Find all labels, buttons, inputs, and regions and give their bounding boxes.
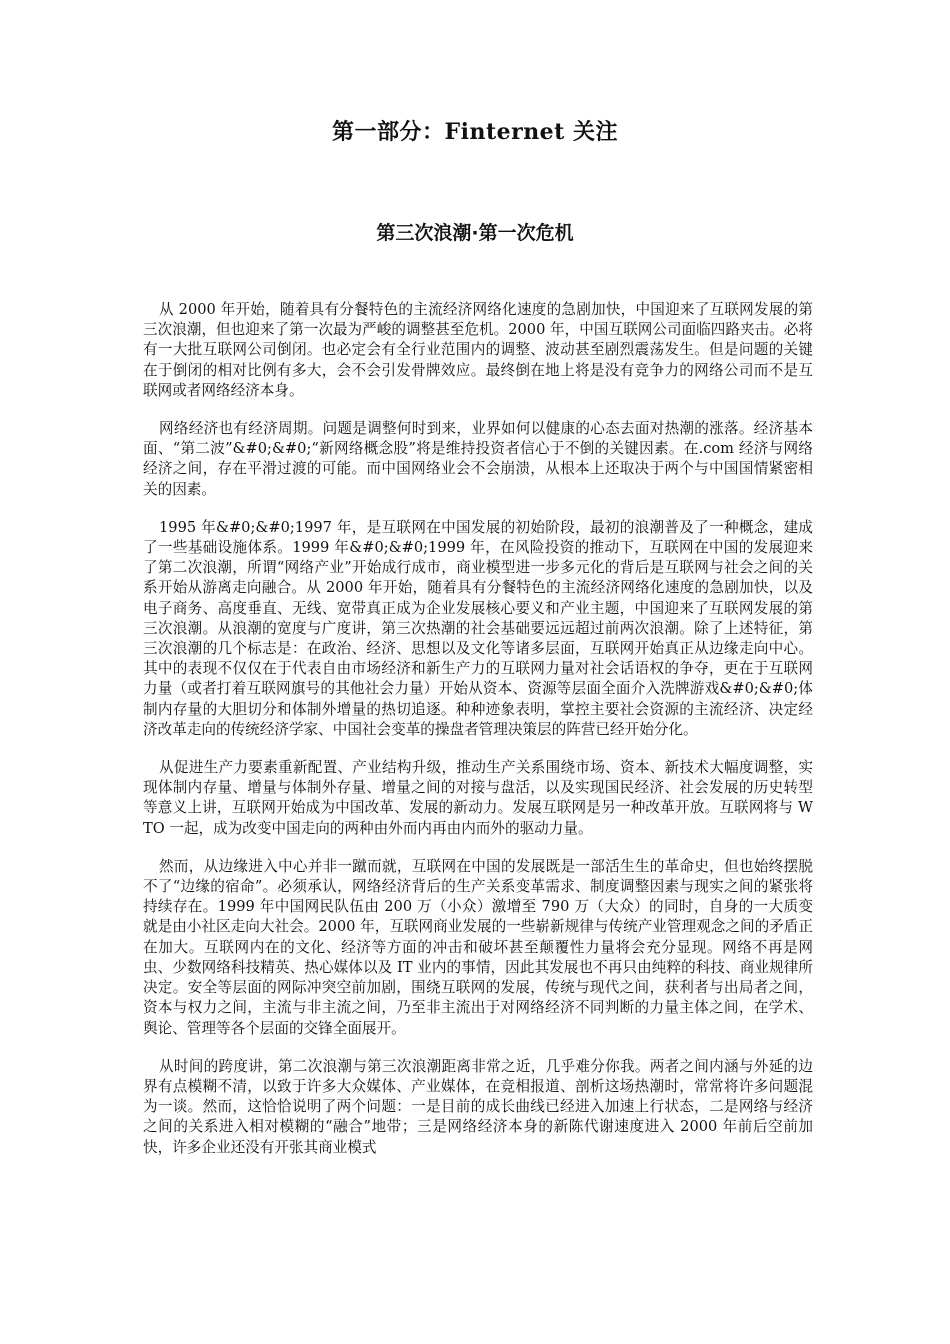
paragraph-5: 然而，从边缘进入中心并非一蹴而就，互联网在中国的发展既是一部活生生的革命史，但也始终摆脱不了“边缘的宿命”。必须承认，网络经济背后的生产关系变革需求、制度调整因素与现实之间的紧张将持续存在。1999 年中国网民队伍由 200 万（小众）激增至 790 万（大众）的同时，自身的一大质变就是由小社区走向大社会。2000 年，互联网商业发展的一些崭新规律与传统产业管理观念之间的矛盾正在加大。互联网内在的文化、经济等方面的冲击和破坏甚至颠覆性力量将会充分显现。网络不再是网虫、少数网络科技精英、热心媒体以及 IT 业内的事情，因此其发展也不再只由纯粹的科技、商业规律所决定。安全等层面的网际冲突空前加剧，围绕互联网的发展，传统与现代之间，获利者与出局者之间，资本与权力之间，主流与非主流之间，乃至非主流出于对网络经济不同判断的力量主体之间，在学术、舆论、管理等各个层面的交锋全面展开。	[143, 857, 813, 1037]
body-text	[143, 300, 813, 1176]
section-title: 第三次浪潮·第一次危机	[376, 222, 574, 244]
paragraph-4: 从促进生产力要素重新配置、产业结构升级，推动生产关系围绕市场、资本、新技术大幅度调整，实现体制内存量、增量与体制外存量、增量之间的对接与盘活，以及实现国民经济、社会发展的历史转型等意义上讲，互联网开始成为中国改革、发展的新动力。发展互联网是另一种改革开放。互联网将与 WTO 一起，成为改变中国走向的两种由外而内再由内而外的驱动力量。	[143, 759, 813, 837]
part-title: 第一部分：Finternet 关注	[331, 119, 619, 145]
paragraph-6: 从时间的跨度讲，第二次浪潮与第三次浪潮距离非常之近，几乎难分你我。两者之间内涵与外延的边界有点模糊不清，以致于许多大众媒体、产业媒体，在竞相报道、剖析这场热潮时，常常将许多问题混为一谈。然而，这恰恰说明了两个问题：一是目前的成长曲线已经进入加速上行状态，二是网络与经济之间的关系进入相对模糊的“融合”地带；三是网络经济本身的新陈代谢速度进入 2000 年前后空前加快，许多企业还没有开张其商业模式	[143, 1057, 813, 1156]
paragraph-3: 1995 年&#0;&#0;1997 年，是互联网在中国发展的初始阶段，最初的浪潮普及了一种概念，建成了一些基础设施体系。1999 年&#0;&#0;1999 年，在风险投资的推动下，互联网在中国的发展迎来了第二次浪潮，所谓“网络产业”开始成行成市，商业模型进一步多元化的背后是互联网与社会之间的关系开始从游离走向融合。从 2000 年开始，随着具有分餐特色的主流经济网络化速度的急剧加快，以及电子商务、高度垂直、无线、宽带真正成为企业发展核心要义和产业主题，中国迎来了互联网发展的第三次浪潮。从浪潮的宽度与广度讲，第三次热潮的社会基础要远远超过前两次浪潮。除了上述特征，第三次浪潮的几个标志是：在政治、经济、思想以及文化等诸多层面，互联网开始真正从边缘走向中心。其中的表现不仅仅在于代表自由市场经济和新生产力的互联网力量对社会话语权的争夺，更在于互联网力量（或者打着互联网旗号的其他社会力量）开始从资本、资源等层面全面介入洗牌游戏&#0;&#0;体制内存量的大胆切分和体制外增量的热切追逐。种种迹象表明，掌控主要社会资源的主流经济、决定经济改革走向的传统经济学家、中国社会变革的操盘者管理决策层的阵营已经开始分化。	[143, 518, 813, 738]
paragraph-2: 网络经济也有经济周期。问题是调整何时到来，业界如何以健康的心态去面对热潮的涨落。经济基本面、“第二波”&#0;&#0;“新网络概念股”将是维持投资者信心于不倒的关键因素。在.com 经济与网络经济之间，存在平滑过渡的可能。而中国网络业会不会崩溃，从根本上还取决于两个与中国国情紧密相关的因素。	[143, 420, 813, 498]
paragraph-1: 从 2000 年开始，随着具有分餐特色的主流经济网络化速度的急剧加快，中国迎来了互联网发展的第三次浪潮，但也迎来了第一次最为严峻的调整甚至危机。2000 年，中国互联网公司面临四路夹击。必将有一大批互联网公司倒闭。也必定会有全行业范围内的调整、波动甚至剧烈震荡发生。但是问题的关键在于倒闭的相对比例有多大，会不会引发骨牌效应。最终倒在地上将是没有竞争力的网络公司而不是互联网或者网络经济本身。	[143, 301, 813, 399]
